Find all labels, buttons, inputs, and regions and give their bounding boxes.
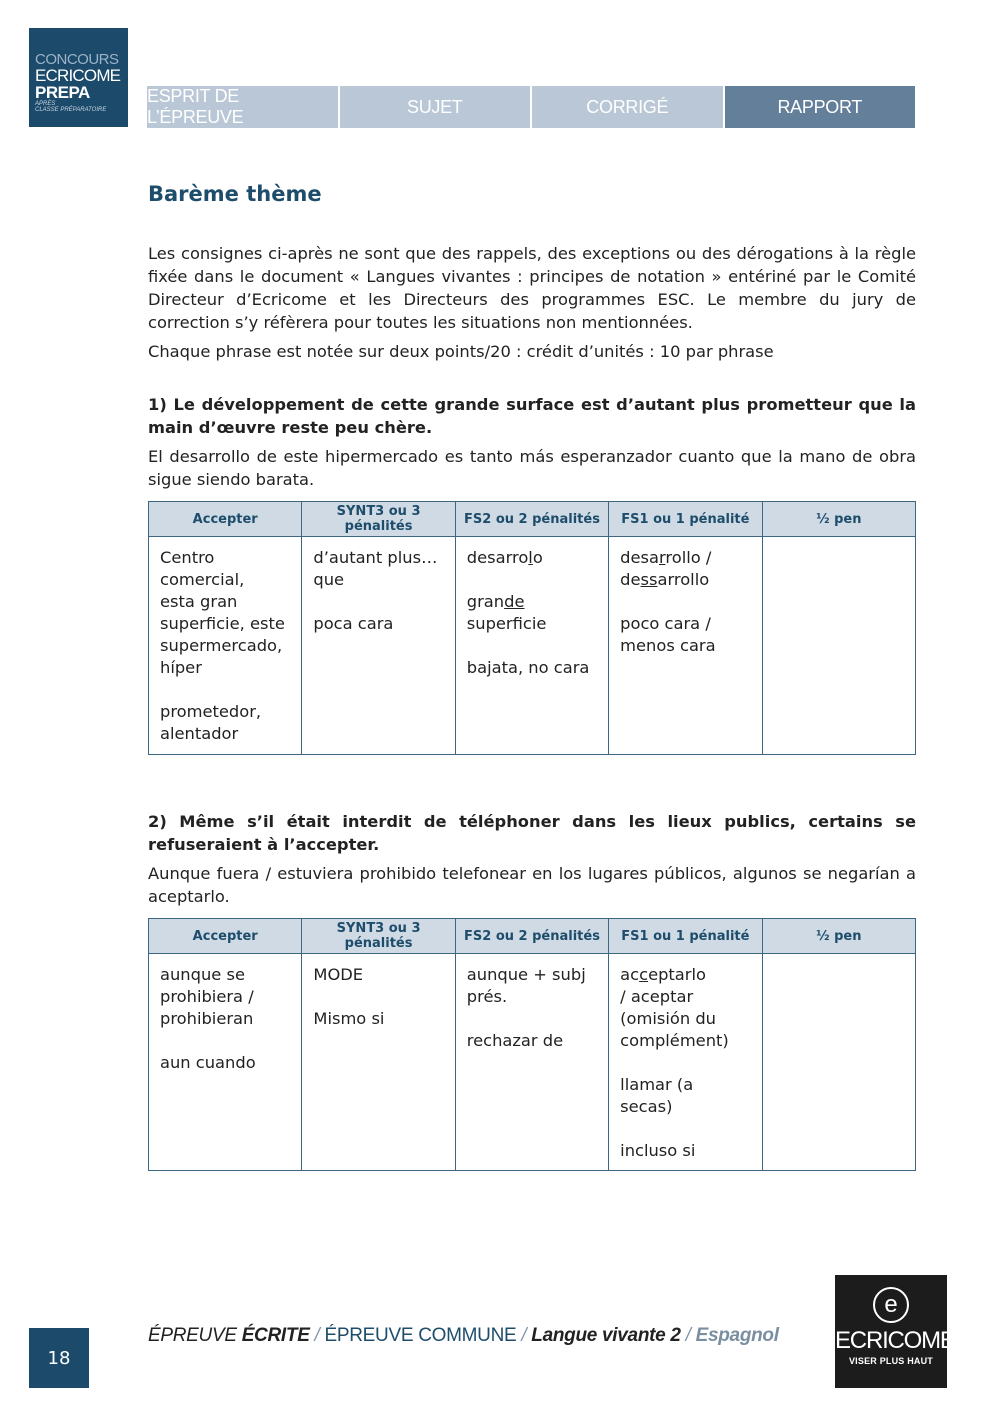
underlined-fragment: c [639, 965, 649, 984]
q1-fs2-cell [455, 537, 608, 755]
logo-line-ecricome: ECRICOME [35, 66, 121, 85]
main-content [148, 180, 916, 1171]
underlined-fragment: ss [640, 570, 658, 589]
text-fragment: ac [620, 965, 640, 984]
text-fragment: desa [620, 548, 659, 567]
cell-line: / aceptar [620, 987, 694, 1006]
text-fragment: gran [466, 592, 505, 611]
footer-espagnol: Espagnol [695, 1325, 779, 1346]
cell-line [620, 569, 750, 591]
cell-line: llamar (a [620, 1075, 694, 1094]
concours-logo [29, 28, 128, 127]
table-header-row [149, 919, 916, 954]
page-number: 18 [29, 1328, 89, 1388]
header-synt3: SYNT3 ou 3 pénalités [302, 502, 455, 537]
cell-line: secas) [620, 1097, 673, 1116]
cell-line [160, 1030, 290, 1052]
section-tabs [147, 86, 915, 128]
footer-epreuve: ÉPREUVE [148, 1325, 242, 1346]
tab-sujet[interactable]: SUJET [340, 86, 531, 128]
q2-fs1-cell [609, 954, 762, 1171]
cell-line: rechazar de [466, 1031, 564, 1050]
cell-line: bajata, no cara [466, 658, 590, 677]
header-accepter: Accepter [149, 919, 302, 954]
footer-epreuve-2: ÉPREUVE [324, 1325, 419, 1346]
cell-line: alentador [160, 724, 239, 743]
cell-line [620, 1118, 750, 1140]
question-1-table [148, 501, 916, 755]
brand-slogan: VISER PLUS HAUT [848, 1356, 933, 1366]
header-fs2: FS2 ou 2 pénalités [455, 919, 608, 954]
footer-separator: / [516, 1325, 532, 1346]
tab-corrige[interactable]: CORRIGÉ [532, 86, 723, 128]
header-half-pen: ½ pen [762, 502, 915, 537]
question-2-text: 2) Même s’il était interdit de téléphoner dans les lieux publics, certains se refuseraient à l’accepter. [148, 812, 916, 854]
header-accepter: Accepter [149, 502, 302, 537]
cell-line: aun cuando [160, 1053, 256, 1072]
cell-line [467, 1008, 597, 1030]
text-fragment: rollo / [665, 548, 712, 567]
ecricome-mark-icon: e [873, 1287, 909, 1323]
cell-line: menos cara [620, 636, 716, 655]
header-fs2: FS2 ou 2 pénalités [455, 502, 608, 537]
cell-line: poca cara [313, 614, 394, 633]
ecricome-brand [835, 1275, 955, 1388]
cell-line: esta gran [160, 592, 238, 611]
text-fragment: arrollo [657, 570, 710, 589]
table-row [149, 954, 916, 1171]
question-2-block [148, 810, 916, 1171]
cell-line: (omisión du [620, 1009, 716, 1028]
q2-accepter-cell [149, 954, 302, 1171]
cell-line [620, 547, 750, 569]
header-fs1: FS1 ou 1 pénalité [609, 502, 762, 537]
cell-line [620, 964, 750, 986]
tab-esprit[interactable]: ESPRIT DE L’ÉPREUVE [147, 86, 338, 128]
cell-line: complément) [620, 1031, 729, 1050]
table-row [149, 537, 916, 755]
table-header-row [149, 502, 916, 537]
cell-line [467, 569, 597, 591]
text-fragment: desarro [466, 548, 529, 567]
cell-line [467, 591, 597, 613]
text-fragment: de [620, 570, 641, 589]
cell-line: que [313, 570, 345, 589]
q2-half-pen-cell [762, 954, 915, 1171]
cell-line [160, 679, 290, 701]
underlined-fragment: de [504, 592, 525, 611]
q2-fs2-cell [455, 954, 608, 1171]
cell-line [313, 591, 443, 613]
brand-name: ECRICOME [835, 1327, 955, 1354]
header-half-pen: ½ pen [762, 919, 915, 954]
cell-line [620, 1052, 750, 1074]
q1-half-pen-cell [762, 537, 915, 755]
cell-line: aunque + subj [466, 965, 586, 984]
cell-line [313, 986, 443, 1008]
cell-line: supermercado, [160, 636, 283, 655]
cell-line: incluso si [620, 1141, 696, 1160]
q1-fs1-cell [609, 537, 762, 755]
cell-line: híper [160, 658, 202, 677]
cell-line: superficie, este [160, 614, 285, 633]
text-fragment: eptarlo [648, 965, 706, 984]
underlined-fragment: r [658, 548, 666, 567]
question-1-answer: El desarrollo de este hipermercado es tanto más esperanzador cuanto que la mano de obra sigue siendo barata. [148, 447, 916, 489]
text-fragment: o [532, 548, 543, 567]
cell-line: aunque se [160, 965, 245, 984]
logo-line-prepa: PREPA [35, 83, 90, 102]
underlined-fragment: l [528, 548, 533, 567]
cell-line: prohibiera / [160, 987, 254, 1006]
cell-line: Mismo si [313, 1009, 385, 1028]
q1-accepter-cell [149, 537, 302, 755]
logo-line-apres: APRÈS [35, 101, 56, 107]
logo-line-classe: CLASSE PRÉPARATOIRE [35, 107, 107, 113]
footer-langue: Langue vivante 2 [531, 1325, 681, 1346]
q2-synt3-cell [302, 954, 455, 1171]
page-title: Barème thème [148, 182, 322, 206]
question-1-text: 1) Le développement de cette grande surface est d’autant plus prometteur que la main d’œuvre reste peu chère. [148, 395, 916, 437]
question-2-table [148, 918, 916, 1171]
cell-line: superficie [466, 614, 547, 633]
cell-line [467, 547, 597, 569]
footer-ecrite: ÉCRITE [241, 1325, 310, 1346]
footer-separator: / [309, 1325, 325, 1346]
q1-synt3-cell [302, 537, 455, 755]
cell-line [467, 635, 597, 657]
cell-line: d’autant plus… [313, 548, 438, 567]
footer-title [148, 1325, 779, 1347]
logo-line-concours: CONCOURS [35, 51, 119, 68]
cell-line: MODE [313, 965, 364, 984]
cell-line: prometedor, [160, 702, 262, 721]
intro-paragraph: Les consignes ci-après ne sont que des rappels, des exceptions ou des dérogations à la règle fixée dans le document « Langues vivantes : principes de notation » entériné par le Comité Directeur d’Ecricome et les Directeurs des programmes ESC. Le membre du jury de correction s’y réfèrera pour toutes les situations non mentionnées. [148, 244, 916, 332]
header-synt3: SYNT3 ou 3 pénalités [302, 919, 455, 954]
cell-line: poco cara / [620, 614, 711, 633]
scoring-note: Chaque phrase est notée sur deux points/20 : crédit d’unités : 10 par phrase [148, 342, 774, 361]
header-fs1: FS1 ou 1 pénalité [609, 919, 762, 954]
cell-line: prohibieran [160, 1009, 254, 1028]
cell-line: prés. [466, 987, 508, 1006]
tab-rapport[interactable]: RAPPORT [725, 86, 916, 128]
cell-line: Centro [160, 548, 215, 567]
cell-line: comercial, [160, 570, 245, 589]
cell-line [620, 591, 750, 613]
footer-separator: / [680, 1325, 696, 1346]
question-1-block [148, 393, 916, 755]
footer-commune: COMMUNE [418, 1325, 517, 1346]
question-2-answer: Aunque fuera / estuviera prohibido telefonear en los lugares públicos, algunos se negarían a aceptarlo. [148, 864, 916, 906]
